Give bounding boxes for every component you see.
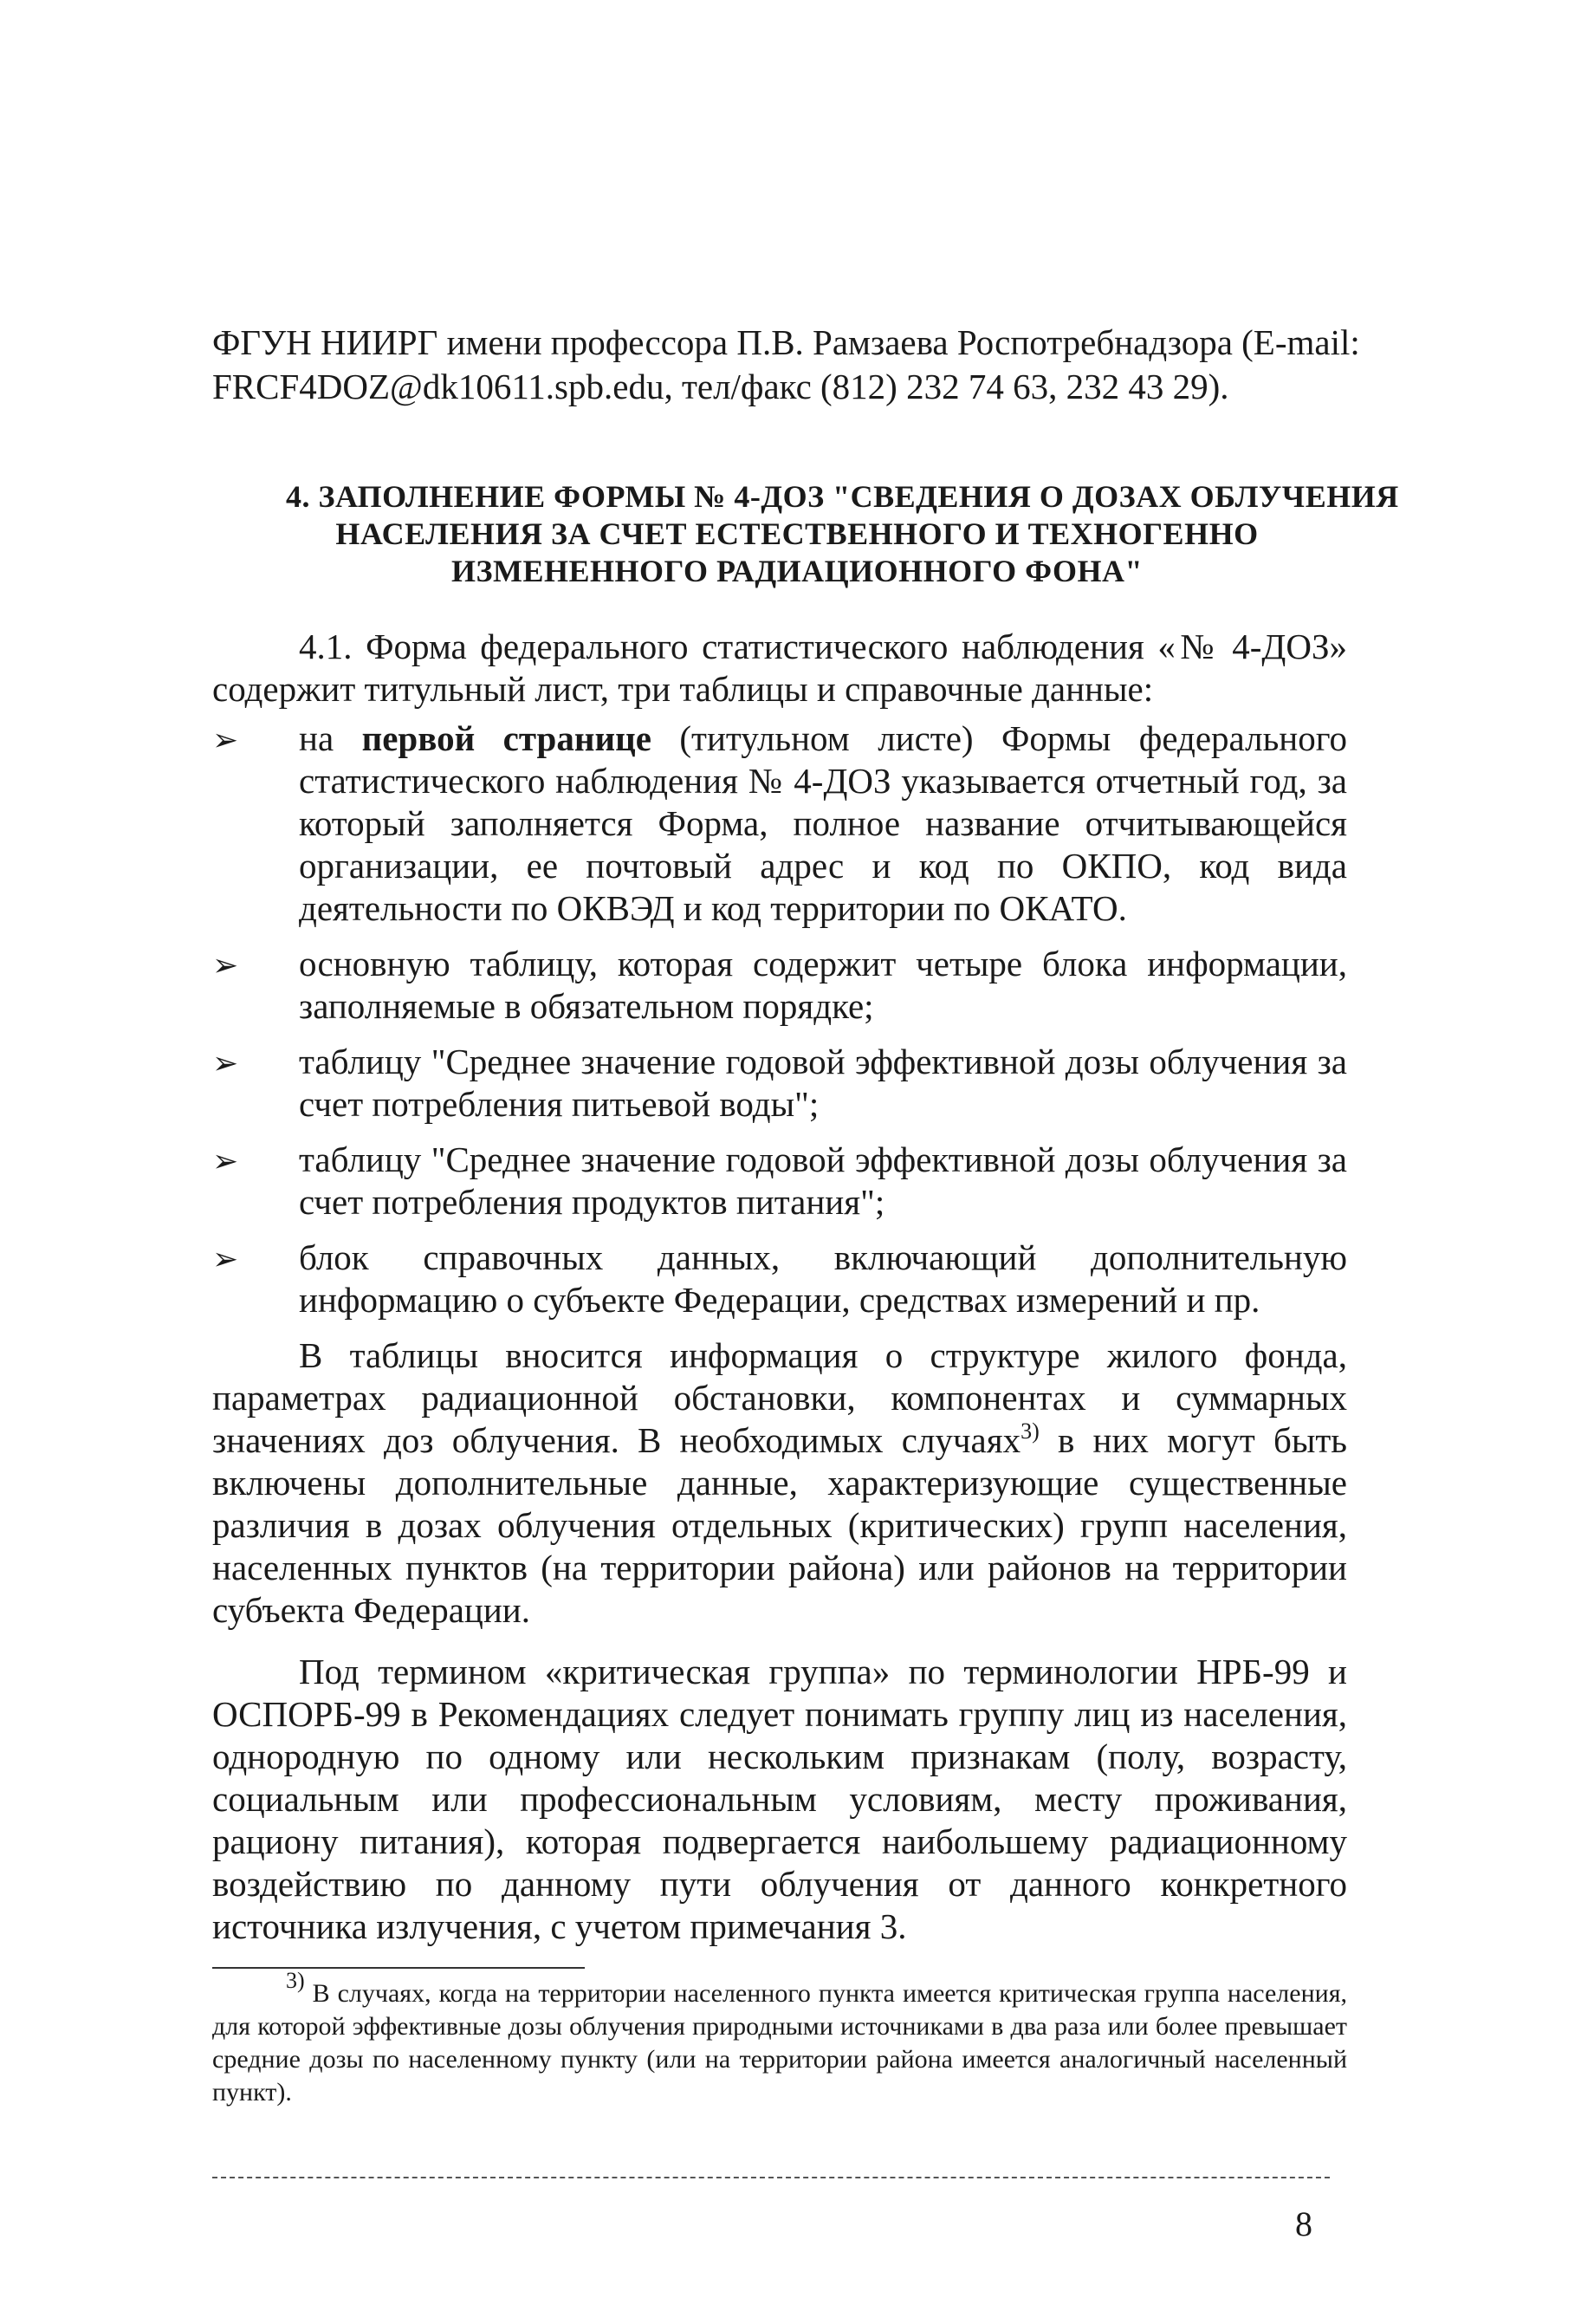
arrow-bullet-icon: ➢ <box>212 1144 239 1179</box>
bold-phrase: первой странице <box>361 718 651 758</box>
list-item <box>212 717 1347 930</box>
list-item-text: на первой странице (титульном листе) Формы федерального статистического наблюдения № 4-ДОЗ указывается отчетный год, за который заполняется Форма, полное название отчитывающейся организации, ее почтовый адрес и код по ОКПО, код вида деятельности по ОКВЭД и код территории по ОКАТО. <box>299 718 1347 928</box>
list-item <box>212 1237 1347 1321</box>
footnote <box>212 1968 1347 2109</box>
footnote-reference: 3) <box>1021 1418 1040 1444</box>
bottom-divider <box>212 2177 1330 2178</box>
section-heading-line-3: ИЗМЕНЕННОГО РАДИАЦИОННОГО ФОНА" <box>450 554 1144 588</box>
list-item <box>212 943 1347 1028</box>
section-body <box>212 626 1347 1948</box>
body-paragraph-3: Под термином «критическая группа» по терминологии НРБ-99 и ОСПОРБ-99 в Рекомендациях следует понимать группу лиц из населения, однородную по одному или нескольким признакам (полу, возрасту, социальным или профессиональным условиям, месту проживания, рациону питания), которая подвергается наибольшему радиационному воздействию по данному пути облучения от данного конкретного источника излучения, с учетом примечания 3. <box>212 1652 1347 1946</box>
list-item-text: основную таблицу, которая содержит четыре блока информации, заполняемые в обязательном порядке; <box>299 944 1347 1026</box>
list-item-text: таблицу "Среднее значение годовой эффективной дозы облучения за счет потребления питьевой воды"; <box>299 1042 1347 1124</box>
footnote-text: В случаях, когда на территории населенного пункта имеется критическая группа населения, для которой эффективные дозы облучения природными источниками в два раза или более превышает средние дозы по населенному пункту (или на территории района имеется аналогичный населенный пункт). <box>212 1979 1347 2107</box>
page-number: 8 <box>1295 2204 1312 2243</box>
list-item <box>212 1041 1347 1126</box>
header-line-2: FRCF4DOZ@dk10611.spb.edu, тел/факс (812) 232 74 63, 232 43 29). <box>212 367 1229 406</box>
arrow-bullet-icon: ➢ <box>212 1046 239 1081</box>
arrow-bullet-icon: ➢ <box>212 1242 239 1277</box>
body-paragraph-2: В таблицы вносится информация о структуре жилого фонда, параметрах радиационной обстановки, компонентах и суммарных значениях доз облучения. В необходимых случаях$^{3)}$ в них могут быть включены дополнительные данные, характеризующие существенные различия в дозах облучения отдельных (критических) групп населения, населенных пунктов (на территории района) или районов на территории субъекта Федерации. <box>212 1335 1347 1630</box>
list-item-text: таблицу "Среднее значение годовой эффективной дозы облучения за счет потребления продуктов питания"; <box>299 1139 1347 1222</box>
arrow-bullet-icon: ➢ <box>212 723 239 758</box>
section-heading-line-2: НАСЕЛЕНИЯ ЗА СЧЕТ ЕСТЕСТВЕННОГО И ТЕХНОГЕННО <box>335 516 1259 551</box>
intro-paragraph: 4.1. Форма федерального статистического наблюдения «№ 4-ДОЗ» содержит титульный лист, три таблицы и справочные данные: <box>212 626 1347 709</box>
footnote-divider <box>212 1967 585 1969</box>
list-item-text: блок справочных данных, включающий дополнительную информацию о субъекте Федерации, средствах измерений и пр. <box>299 1237 1347 1320</box>
header-line-1: ФГУН НИИРГ имени профессора П.В. Рамзаева Роспотребнадзора (E-mail: <box>212 322 1360 362</box>
arrow-bullet-icon: ➢ <box>212 948 239 983</box>
footnote-marker: 3) <box>286 1968 305 1993</box>
list-item <box>212 1139 1347 1224</box>
section-heading-line-1: 4. ЗАПОЛНЕНИЕ ФОРМЫ № 4-ДОЗ "СВЕДЕНИЯ О ДОЗАХ ОБЛУЧЕНИЯ <box>286 479 1399 514</box>
section-heading <box>286 478 1399 590</box>
